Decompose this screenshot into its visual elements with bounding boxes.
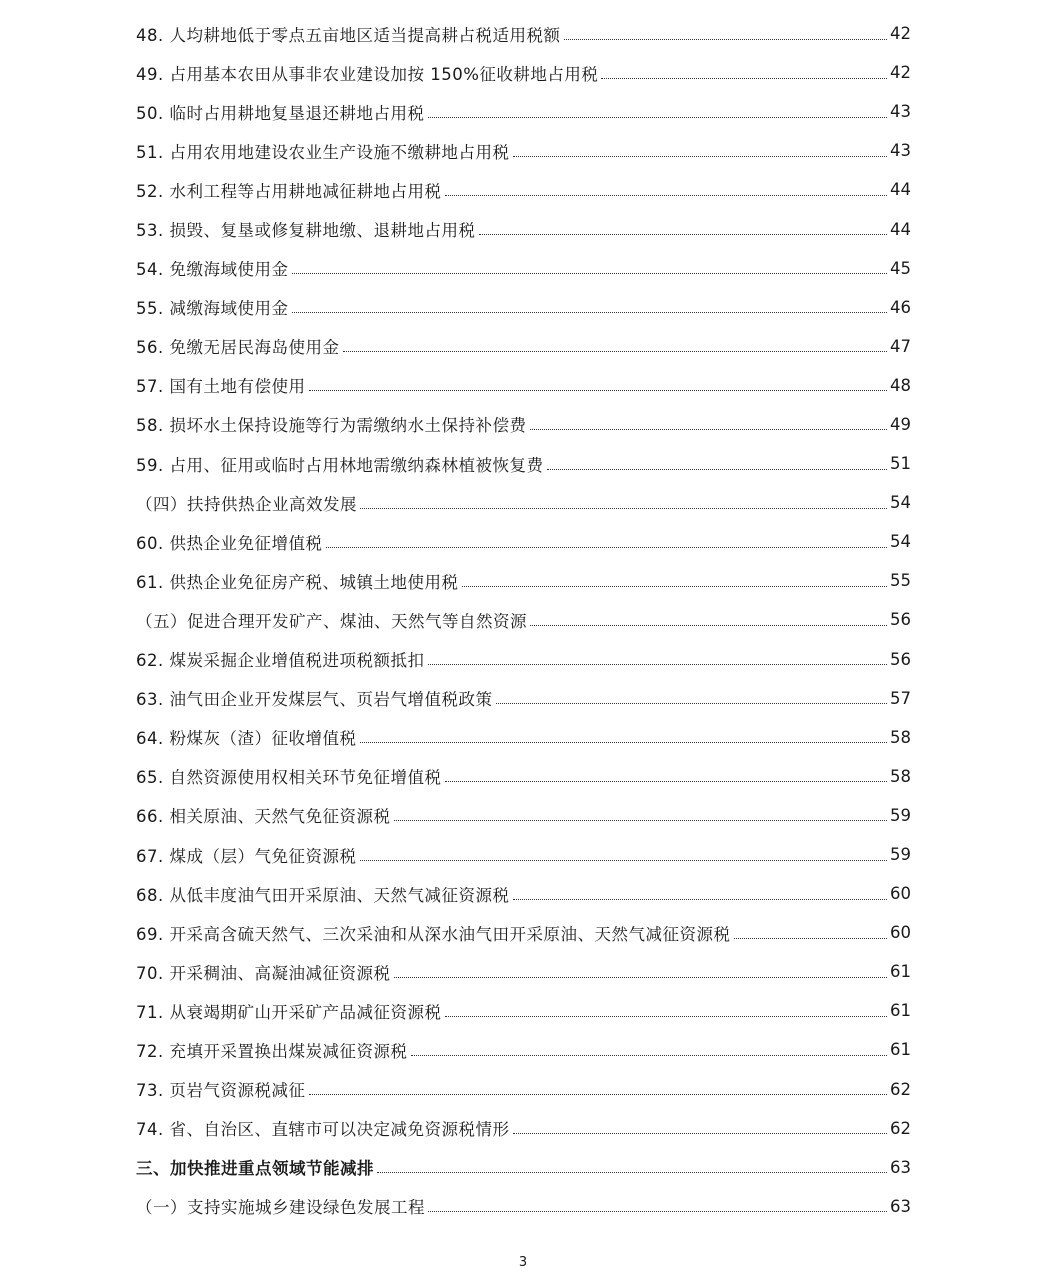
toc-entry-page: 44	[890, 219, 911, 239]
toc-entry[interactable]	[0, 1030, 1046, 1069]
toc-entry[interactable]	[0, 249, 1046, 288]
toc-entry-label: 68. 从低丰度油气田开采原油、天然气减征资源税	[136, 885, 510, 905]
toc-entry[interactable]	[0, 835, 1046, 874]
toc-entry-label: 74. 省、自治区、直辖市可以决定减免资源税情形	[136, 1120, 510, 1140]
toc-entry-page: 43	[890, 102, 911, 122]
toc-entry-page: 58	[890, 766, 911, 786]
dot-leader	[428, 663, 888, 665]
dot-leader	[428, 116, 888, 118]
toc-entry-label: 57. 国有土地有偿使用	[136, 377, 306, 397]
toc-entry[interactable]	[0, 600, 1046, 639]
dot-leader	[530, 624, 887, 626]
toc-entry[interactable]	[0, 991, 1046, 1030]
dot-leader	[360, 741, 888, 743]
dot-leader	[530, 428, 888, 430]
toc-entry-page: 54	[890, 532, 911, 552]
toc-entry-page: 63	[890, 1196, 911, 1216]
dot-leader	[513, 898, 888, 900]
toc-entry-label: 63. 油气田企业开发煤层气、页岩气增值税政策	[136, 690, 493, 710]
toc-entry[interactable]	[0, 718, 1046, 757]
toc-entry[interactable]	[0, 14, 1046, 53]
toc-entry-label: 56. 免缴无居民海岛使用金	[136, 338, 340, 358]
toc-entry-page: 47	[890, 336, 911, 356]
page-number: 3	[518, 1255, 528, 1270]
toc-entry-page: 56	[890, 649, 911, 669]
dot-leader	[292, 272, 888, 274]
dot-leader	[326, 546, 888, 548]
toc-entry-label: 54. 免缴海域使用金	[136, 260, 289, 280]
toc-entry[interactable]	[0, 53, 1046, 92]
dot-leader	[309, 389, 888, 391]
toc-entry-page: 60	[890, 923, 911, 943]
dot-leader	[428, 1210, 887, 1212]
dot-leader	[513, 1132, 888, 1134]
toc-entry[interactable]	[0, 1187, 1046, 1226]
dot-leader	[479, 233, 888, 235]
toc-entry-label: （一）支持实施城乡建设绿色发展工程	[136, 1198, 425, 1218]
toc-entry-page: 62	[890, 1118, 911, 1138]
dot-leader	[360, 507, 887, 509]
toc-entry[interactable]	[0, 170, 1046, 209]
toc-entry[interactable]	[0, 522, 1046, 561]
toc-entry-label: 61. 供热企业免征房产税、城镇土地使用税	[136, 572, 459, 592]
toc-entry-page: 59	[890, 845, 911, 865]
toc-entry-label: 52. 水利工程等占用耕地减征耕地占用税	[136, 181, 442, 201]
dot-leader	[601, 77, 887, 79]
toc-entry[interactable]	[0, 131, 1046, 170]
dot-leader	[734, 937, 888, 939]
toc-entry-label: 49. 占用基本农田从事非农业建设加按 150%征收耕地占用税	[136, 64, 599, 84]
dot-leader	[343, 350, 888, 352]
toc-entry[interactable]	[0, 952, 1046, 991]
dot-leader	[309, 1093, 888, 1095]
toc-entry-page: 57	[890, 688, 911, 708]
toc-entry-page: 61	[890, 962, 911, 982]
toc-entry-label: 59. 占用、征用或临时占用林地需缴纳森林植被恢复费	[136, 455, 544, 475]
toc-entry[interactable]	[0, 1070, 1046, 1109]
toc-entry[interactable]	[0, 288, 1046, 327]
toc-entry-label: 67. 煤成（层）气免征资源税	[136, 846, 357, 866]
toc-entry-page: 59	[890, 805, 911, 825]
toc-entry[interactable]	[0, 366, 1046, 405]
toc-entry-page: 49	[890, 414, 911, 434]
dot-leader	[564, 38, 888, 40]
dot-leader	[360, 859, 888, 861]
table-of-contents	[0, 14, 1046, 1226]
toc-entry-label: 51. 占用农用地建设农业生产设施不缴耕地占用税	[136, 142, 510, 162]
toc-entry-label: 71. 从衰竭期矿山开采矿产品减征资源税	[136, 1002, 442, 1022]
toc-entry-label: 69. 开采高含硫天然气、三次采油和从深水油气田开采原油、天然气减征资源税	[136, 924, 731, 944]
dot-leader	[394, 976, 888, 978]
toc-entry-page: 60	[890, 884, 911, 904]
toc-entry-label: 60. 供热企业免征增值税	[136, 533, 323, 553]
toc-entry-label: （五）促进合理开发矿产、煤油、天然气等自然资源	[136, 611, 527, 631]
toc-entry-label: 58. 损坏水土保持设施等行为需缴纳水土保持补偿费	[136, 416, 527, 436]
toc-entry-label: 70. 开采稠油、高凝油减征资源税	[136, 963, 391, 983]
toc-entry-page: 61	[890, 1040, 911, 1060]
toc-entry[interactable]	[0, 561, 1046, 600]
toc-entry-page: 58	[890, 727, 911, 747]
toc-entry-label: 62. 煤炭采掘企业增值税进项税额抵扣	[136, 651, 425, 671]
toc-entry-label: 53. 损毁、复垦或修复耕地缴、退耕地占用税	[136, 221, 476, 241]
toc-entry-page: 43	[890, 141, 911, 161]
dot-leader	[377, 1171, 887, 1173]
toc-entry-label: 48. 人均耕地低于零点五亩地区适当提高耕占税适用税额	[136, 25, 561, 45]
toc-entry[interactable]	[0, 444, 1046, 483]
toc-entry[interactable]	[0, 679, 1046, 718]
toc-entry-page: 51	[890, 454, 911, 474]
toc-entry[interactable]	[0, 1148, 1046, 1187]
toc-entry-page: 54	[890, 493, 911, 513]
dot-leader	[445, 194, 888, 196]
toc-entry-page: 56	[890, 610, 911, 630]
toc-entry[interactable]	[0, 405, 1046, 444]
toc-entry-page: 42	[890, 24, 911, 44]
dot-leader	[547, 468, 888, 470]
toc-entry[interactable]	[0, 483, 1046, 522]
toc-entry-page: 63	[890, 1157, 911, 1177]
dot-leader	[496, 702, 888, 704]
toc-entry-label: 55. 减缴海域使用金	[136, 299, 289, 319]
toc-entry[interactable]	[0, 1109, 1046, 1148]
toc-entry-label: （四）扶持供热企业高效发展	[136, 494, 357, 514]
toc-entry-page: 62	[890, 1079, 911, 1099]
toc-entry-page: 48	[890, 375, 911, 395]
toc-entry[interactable]	[0, 874, 1046, 913]
toc-entry-label: 73. 页岩气资源税减征	[136, 1081, 306, 1101]
toc-entry-label: 72. 充填开采置换出煤炭减征资源税	[136, 1041, 408, 1061]
toc-entry[interactable]	[0, 796, 1046, 835]
toc-entry[interactable]	[0, 913, 1046, 952]
toc-entry-page: 42	[890, 63, 911, 83]
dot-leader	[445, 780, 888, 782]
toc-entry[interactable]	[0, 92, 1046, 131]
toc-entry[interactable]	[0, 327, 1046, 366]
dot-leader	[513, 155, 888, 157]
toc-entry[interactable]	[0, 209, 1046, 248]
toc-entry-label: 64. 粉煤灰（渣）征收增值税	[136, 729, 357, 749]
dot-leader	[411, 1054, 888, 1056]
toc-entry-label: 三、加快推进重点领域节能减排	[136, 1159, 374, 1179]
dot-leader	[292, 311, 888, 313]
dot-leader	[445, 1015, 888, 1017]
toc-entry-label: 66. 相关原油、天然气免征资源税	[136, 807, 391, 827]
toc-entry-page: 61	[890, 1001, 911, 1021]
toc-entry-page: 46	[890, 297, 911, 317]
dot-leader	[462, 585, 888, 587]
toc-entry-page: 44	[890, 180, 911, 200]
dot-leader	[394, 819, 888, 821]
toc-entry-page: 55	[890, 571, 911, 591]
toc-entry-label: 50. 临时占用耕地复垦退还耕地占用税	[136, 103, 425, 123]
toc-entry-page: 45	[890, 258, 911, 278]
toc-entry[interactable]	[0, 640, 1046, 679]
toc-entry[interactable]	[0, 757, 1046, 796]
toc-entry-label: 65. 自然资源使用权相关环节免征增值税	[136, 768, 442, 788]
